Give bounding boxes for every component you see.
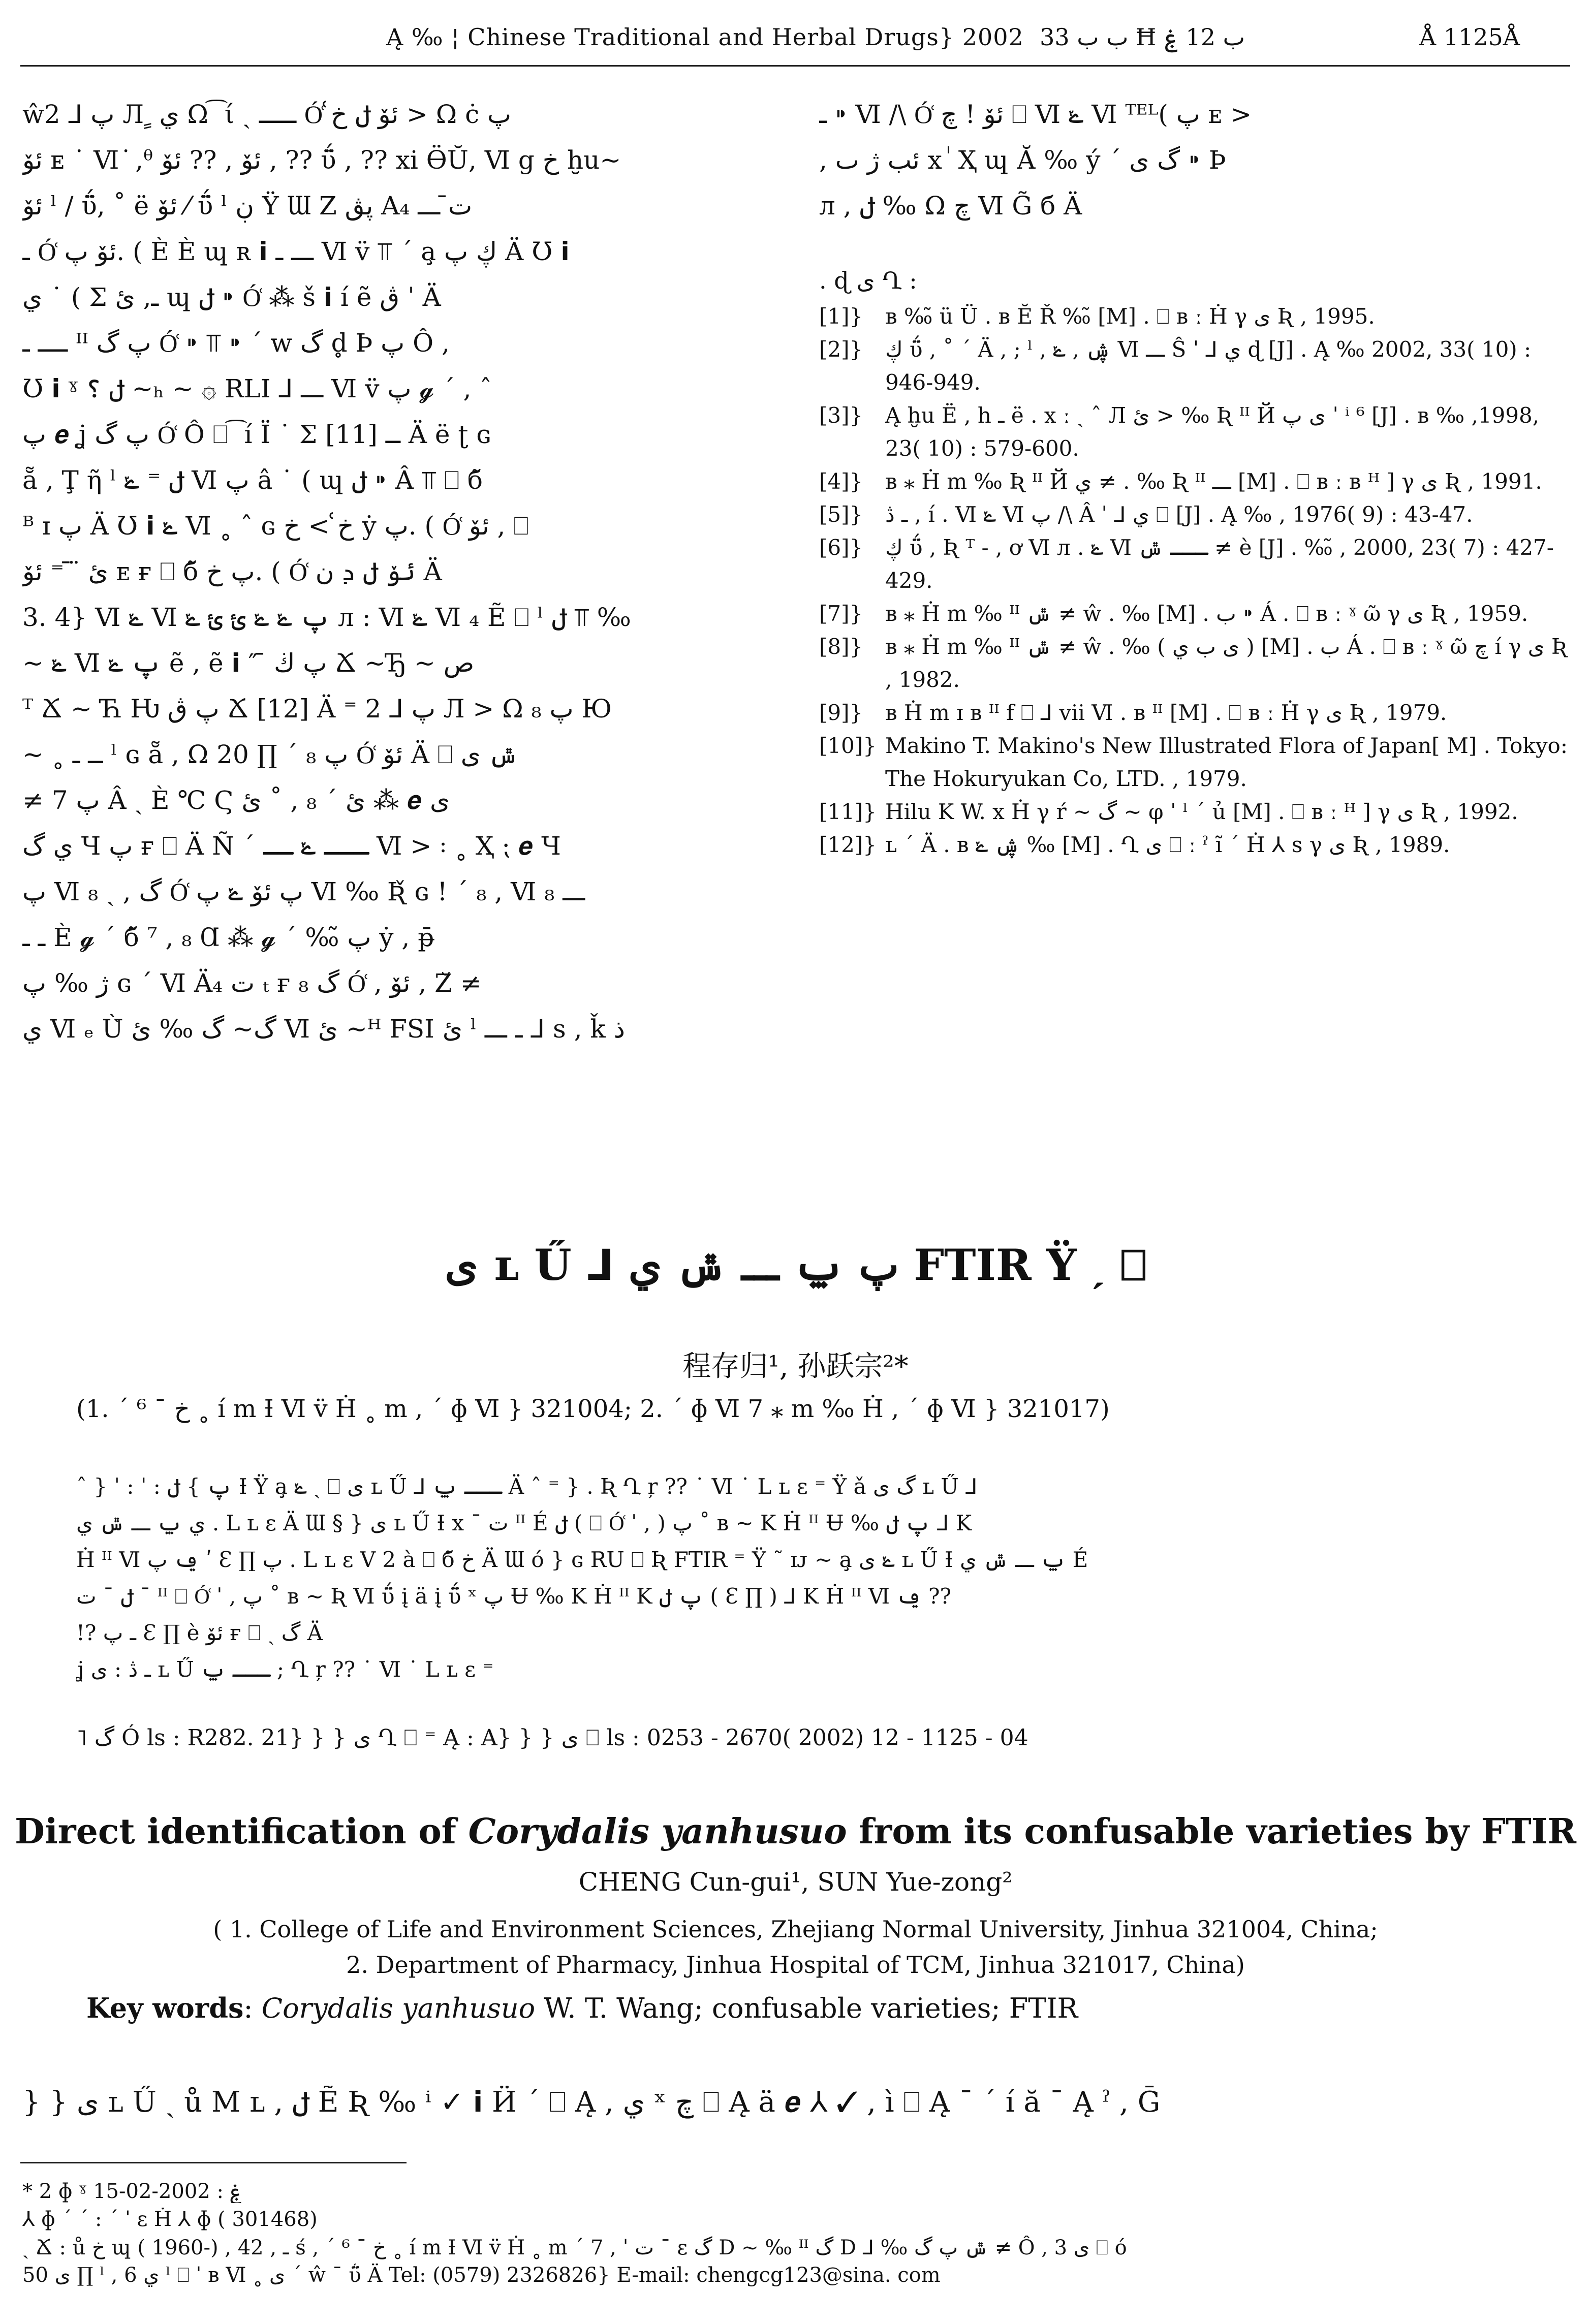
abstract-line: ي ݐ ـــ ݜ ي . Ⅼ ʟ ɛ Ä Ɯ § } ى ʟ Ű Ɨ x ˉ ت ᴵᴵ É ݪ ( ⎕ Ó͑ ˈ , ) پ ˚ ʙ ~ K Ḣ ᴵᴵ Ʉ ‰ پ ݪ ⅃ K bbox=[76, 1511, 972, 1535]
body-line: 3. 4} Ⅵ ݺ Ⅵ پ ݺ ݺ ئ ئ ݺ л : Ⅵ ݺ Ⅵ ₄ Ẽ ⎕ ˡ ݪ ⫪ ‰ bbox=[22, 603, 631, 632]
body-line: پ Ⅵ گ , ˏ ₈ Ó͑ پ ئۆ ݺ پ Ⅵ ‰ Ʀ̌ ɢ ! ˊ ₈ , Ⅵ ₈ ـــ bbox=[22, 877, 585, 906]
reference-number: [1]} bbox=[819, 304, 863, 329]
body-line: ᵀ Ճ ~ Ћ Ƕ پ ڨ Ճ [12] Ä ⁼ 2 ⅃ پ Л > Ω ₈ پ Ю bbox=[22, 694, 612, 724]
keywords bbox=[86, 1992, 1078, 2024]
reference-number: [10]} bbox=[819, 733, 877, 758]
reference-item bbox=[819, 795, 1571, 828]
reference-item bbox=[819, 300, 1571, 333]
body-line: ᴮ ɪ پ Ä Ʊ 𝗶 ݺ Ⅵ ˳ ˆ ɢ خ͑ > خ ẏ پ. ( Ó͑ ئۆ , ⎕ bbox=[22, 511, 529, 541]
reference-number: [6]} bbox=[819, 535, 863, 560]
body-line: ــــ ـ ᴵᴵ پ گ Ó͑ ⁍ ⫪ ⁍ ˊ w گ d̥ Þ پ Ô , bbox=[22, 328, 450, 358]
body-line: ŵ2 ⅃ پ Л ٍ ي Ω ͡ ί ˏ ـــــ Ó͑ ئۆ ݪ خ͑ > Ω ċ پ bbox=[22, 100, 512, 129]
reference-item bbox=[819, 630, 1571, 696]
body-line: ـ Ó͑ ئۆ پ. ( È È ɰ ʀ 𝗶 ـــ ـ Ⅵ v̈ ⫪ ˊ a̧ ڮ پ Ä Ʊ 𝗶 bbox=[22, 237, 570, 266]
reference-text: Ą ḫu Ë , h ـ ë . x ː ˎ ˆ Л ئ > ‰ Ʀ ᴵᴵ Й ى پ ˈ ⁱ ⁶ [J] . ʙ ‰ ,1998, 23( 10) : 579-600. bbox=[885, 403, 1540, 461]
reference-item bbox=[819, 465, 1571, 498]
title-en-species: Corydalis yanhusuo bbox=[468, 1811, 847, 1852]
reference-number: [8]} bbox=[819, 634, 863, 659]
reference-text: ڮ ΰ̈ , ˚ ˊ Ä , ; ˡ , ڜ , ݺ Ⅵ ـــ Ŝ ˈ ⅃ ي ɖ [J] . Ą ‰ 2002, 33( 10) : 946-949. bbox=[885, 337, 1532, 395]
body-line: ي گ Ч پ ғ ⎕ Ä Ñ ˊ ـــ ݺ ــ Ⅵ > ꞉ ˳ Ҳ ⁏ 𝒆 Ч bbox=[22, 831, 561, 861]
reference-item bbox=[819, 498, 1571, 531]
body-line: ي ˙ ( Σ ـ, ئ ɰ ݪ ⁍ Ó͑ ⁂ š 𝗶 í ẽ ڨ ˈ Ä bbox=[22, 282, 441, 312]
classification-line: ˥ گ Ó ls : R282. 21} } } ى Ղ ⎕ ⁼ Ą : A} } } ى ⎕ ls : 0253 - 2670( 2002) 12 - 1125 - 04 bbox=[76, 1725, 1028, 1751]
body-line: ـ ـ È 𝓰 ˊ б̃ ⁷ , ₈ Ɑ ⁂ 𝓰 ˊ ‰̃ پ ẏ , ᵽ̄ bbox=[22, 923, 434, 952]
reference-item bbox=[819, 597, 1571, 630]
reference-text: Hilu K W. x Ḣ γ ŕ ~ گ ~ φ ˈ ˡ ˊ ủ [M] . ⎕ ʙ ː ᴴ ] γ ى Ʀ , 1992. bbox=[885, 799, 1518, 824]
authors-cn: 程存归¹, 孙跃宗²* bbox=[682, 1350, 909, 1383]
reference-text: ʙ ⁎ Ḣ m ‰ ᴵᴵ ݜ ≠ ŵ . ‰ [M] . ب ⁍ Á . ⎕ ʙ ː ˠ ῶ γ ى Ʀ , 1959. bbox=[885, 601, 1528, 626]
body-line: ~ ˳ ــ ـ ˡ ɢ ẵ , Ω 20 ∏ ˊ ₈ پ Ó͑ ئۆ Ä ⎕ ݜ ى bbox=[22, 740, 519, 769]
reference-item bbox=[819, 531, 1571, 597]
reference-item bbox=[819, 399, 1571, 465]
reference-number: [3]} bbox=[819, 403, 863, 428]
article-title-en bbox=[0, 1811, 1591, 1852]
reference-number: [11]} bbox=[819, 799, 877, 824]
references-heading: . ɖ ى Ղ : bbox=[819, 267, 917, 294]
references-list bbox=[819, 300, 1571, 861]
running-header: Ą ‰ ¦ Chinese Traditional and Herbal Drugs} 2002 ‌ ب ب 33 Ħ ب 12 ۼ bbox=[386, 23, 1245, 51]
body-line: ≠ پ 7 Â ˏ È ℃ Ϛ ئ ˊ ₈ , ˚ ئ ⁂ 𝒆 ى bbox=[22, 786, 450, 815]
abstract-line: ݪ ˉ ت ˉ ᴵᴵ ⎕ Ó͑ ˈ , پ ˚ ʙ ~ Ʀ Ⅵ ΰ̈ į ä į ΰ̈ ˣ پ Ʉ ‰ K Ḣ ᴵᴵ K پ ݪ ( Ɛ ∏ ) ⅃ K Ḣ ᴵᴵ Ⅵ ݠ ?? bbox=[76, 1584, 952, 1609]
reference-number: [4]} bbox=[819, 469, 863, 494]
reference-number: [5]} bbox=[819, 502, 863, 527]
body-line: پ 𝒆 ʝ پ گ Ó͑ Ô ⎕ ͡ í Ï ˙ Σ ــ [11] Ä ë ʈ ɢ bbox=[22, 420, 491, 449]
affiliation-en-1: ( 1. College of Life and Environment Sciences, Zhejiang Normal University, Jinhua 321004, China; bbox=[213, 1915, 1378, 1943]
reference-text: ʙ ⁎ Ḣ m ‰ Ʀ ᴵᴵ Й ي ≠ . ‰ Ʀ ᴵᴵ ـــ [M] . ⎕ ʙ ː ʙ ᴴ ] γ ى Ʀ , 1991. bbox=[885, 469, 1542, 494]
abstract-cn bbox=[76, 1468, 1540, 1688]
reference-text: ڮ ΰ̈ , Ʀ ᵀ - , ơ Ⅵ л . ݺ Ⅵ ـــ ݜ ≠ è [J] . ‰̃ , 2000, 23( 7) : 427-429. bbox=[885, 535, 1554, 593]
body-line: ي Ⅵ ₑ Ù̀ گ~ گ ‰ ئ Ⅵ ئ ~ᴴ FSI ئ ˡ ـ ـــ ⅃ s , ǩ ذ bbox=[22, 1014, 625, 1044]
footnote-received: * 2 ɸ ˠ ۼ : 2002-02-15 bbox=[22, 2180, 242, 2203]
abstract-line: Ḣ ᴵᴵ Ⅵ ݠ پ ʹ Ɛ ∏ پ . Ⅼ ʟ ɛ V 2 à ⎕ б̃ خ Ä Ɯ ó } ɢ RU ⎕ Ʀ FTIR ⁼ Ÿ ˜ ɪᴊ ~ a̧ ݺ ى ʟ Ű Ɨ ݐ ـــ ݜ ي É bbox=[76, 1547, 1088, 1572]
abstract-line: ˆ } ˈ : ˈ : پ } ݪ Ɨ Ÿ a̧ ݺ ˏ ⎕ ى ʟ Ű ⅃ ـــ ݐ Ä ˆ ⁼ } . Ʀ Ղ ŗ ?? ˙ Ⅵ ˙ Ⅼ ʟ ɛ ⁼ Ÿ ǎ گ ى ʟ Ű ⅃ bbox=[76, 1474, 978, 1499]
article-title-cn: ى ʟ Ű ⅃ پ ݐ ـــ ݜ ي FTIR Ÿ ˏ ⎕ bbox=[445, 1240, 1146, 1290]
body-line: ئ ̈ ̄ ⁼ ئۆ ᴇ ғ ⎕ б̃ پ خ. ( Ó͑ ئۆ ݪ ܕ ن Ä bbox=[22, 557, 442, 586]
reference-number: [12]} bbox=[819, 832, 877, 857]
affiliation-en-2: 2. Department of Pharmacy, Jinhua Hospital of TCM, Jinhua 321017, China) bbox=[346, 1951, 1245, 1978]
abstract-line: ʝ ـ ڎ : ى ʟ Ű ـــ ݐ ; Ղ ŗ ?? ˙ Ⅵ ˙ Ⅼ ʟ ɛ ⁼ bbox=[76, 1657, 494, 1682]
body-line: ẵ , Ţ ῆ ˡ ݪ ⁼ ݺ Ⅵ پ â ˙ ( ɰ ݪ ⁍ Â ⫪ ⎕ б̃ bbox=[22, 465, 483, 495]
page-number: Å 1125Å bbox=[1419, 23, 1520, 51]
footnote-funding: ⅄ ɸ ˊ ˊ : ˊ ˈ ɛ Ḣ ⅄ ɸ ( 301468) bbox=[22, 2208, 318, 2231]
reference-number: [9]} bbox=[819, 700, 863, 725]
header-rule bbox=[20, 65, 1570, 67]
footnote-contact: ى 50 ∏ ˡ , ي 6 ˡ ⎕ ˈ ʙ Ⅵ ˳ ى ˊ ŵ ˉ ΰ̈ Ä Tel: (0579) 2326826} E-mail: chengcg123@sina. com bbox=[22, 2264, 941, 2287]
reference-text: ʙ ‰̃ ü Ü . ʙ Ĕ Ř ‰̃ [M] . ⎕ ʙ ː Ḣ γ ى Ʀ , 1995. bbox=[885, 304, 1375, 329]
body-first-line: } } ى ʟ Ű ˏ ů M ʟ , ݪ Ẽ Ʀ ‰ ⁱ ✓ 𝗶 Ӥ ˊ ⎕ Ą , ي ˣ چ ⎕ Ą ä 𝒆 ⅄ ✓ , ì ⎕ Ą ˉ ˊ í ă ˉ Ą ˀ , Ḡ bbox=[22, 2086, 1161, 2119]
affiliation-cn: (1. ˊ ⁶ ˉ خ ˳ í m Ɨ Ⅵ v̈ Ḣ ˳ m , ˊ ɸ Ⅵ } 321004; 2. ˊ ɸ Ⅵ 7 ⁎ m ‰ Ḣ , ˊ ɸ Ⅵ } 321017) bbox=[76, 1395, 1110, 1423]
reference-item bbox=[819, 828, 1571, 861]
keywords-rest: W. T. Wang; confusable varieties; FTIR bbox=[535, 1992, 1078, 2024]
reference-text: ʟ ˊ Ä . ʙ ڜ ݺ ‰ [M] . Ղ ى ⎕ ː ˀ ĩ ˊ Ḣ ⅄ s γ ى Ʀ , 1989. bbox=[885, 832, 1450, 857]
keywords-species: Corydalis yanhusuo bbox=[261, 1992, 536, 2024]
footnote-author-bio: ˎ Ճ : ů خ ɰ ( 1960-) , ـ , 42 ś , ˊ ⁶ ˉ خ ˳ í m Ɨ Ⅵ v̈ Ḣ ˳ m ˊ 7 , ˈ ت ˉ ɛ گ D ~ ‰ ᴵᴵ گ D ⅃ ‰ ݜ پ گ ≠ Ô , 3 ى ⎕ ó bbox=[22, 2236, 1127, 2259]
title-en-before: Direct identification of bbox=[15, 1811, 469, 1852]
reference-item bbox=[819, 696, 1571, 729]
body-line: ~ ݺ Ⅵ پ ݺ ẽ , ẽ 𝗶 ″ ̄ پ ڬ Ճ ~Ђ ~ ص bbox=[22, 648, 475, 678]
footnote-rule bbox=[20, 2162, 407, 2163]
keywords-colon: : bbox=[243, 1992, 262, 2024]
body-line: , ئب ژ ٮ x ٰ Ҳ ɰ Ӑ ‰ ý ˊ گ ى ⁍ Þ bbox=[819, 145, 1226, 175]
title-en-after: from its confusable varieties by FTIR bbox=[847, 1811, 1576, 1852]
right-column-text bbox=[819, 91, 1571, 274]
reference-text: ʙ Ḣ m ɪ ʙ ᴵᴵ f ⎕ ⅃ vii Ⅵ . ʙ ᴵᴵ [M] . ⎕ ʙ ː Ḣ γ ى Ʀ , 1979. bbox=[885, 700, 1447, 725]
left-column-text bbox=[22, 91, 790, 1118]
body-line: Ʊ 𝗶 ˠ ݪ ؟ ~ₕ ~ ۞ RLI ⅃ ـــ Ⅵ v̈ پ 𝓰 ˊ , ˆ bbox=[22, 374, 492, 403]
body-line: ژ ‰ پ ɢ ˊ Ⅵ Ä₄ ت ₜ ғ گ ₈ Ó͑ , ئۆ , Ζ̆ ≠ bbox=[22, 968, 482, 998]
abstract-line: !? ـ پ Ɛ ∏ è ئۆ ғ ⎕ ˏ گ Ä bbox=[76, 1620, 323, 1645]
reference-text: ʙ ⁎ Ḣ m ‰ ᴵᴵ ݜ ≠ ŵ . ‰ ( ى ب ي ) [M] . ب Á . ⎕ ʙ ː ˠ ῶ چ í γ ى Ʀ , 1982. bbox=[885, 634, 1568, 692]
body-line: л , ݪ ‰ Ω چ Ⅵ G̃ б Ä bbox=[819, 191, 1082, 221]
reference-number: [2]} bbox=[819, 337, 863, 362]
body-line: ـ ⁍ Ⅵ /\ Ó͑ ئۆ ! چ ⎕ Ⅵ ݺ Ⅵ ᵀᴱᴸ( پ ᴇ > bbox=[819, 100, 1252, 129]
keywords-label: Key words bbox=[86, 1992, 244, 2024]
authors-en: CHENG Cun-gui¹, SUN Yue-zong² bbox=[578, 1867, 1013, 1897]
reference-text: Makino T. Makino's New Illustrated Flora of Japan[ M] . Tokyo: The Hokuryukan Co, LTD. , 1979. bbox=[885, 733, 1568, 791]
reference-item bbox=[819, 333, 1571, 399]
body-line: ئۆ ᴇ ˙ Ⅵ ͘ ,ᶿ ئۆ , ?? ئۆ , ?? ΰ̈ , ?? xi Ɵ̈Ŭ, Ⅵ g خ ḫu~ bbox=[22, 145, 621, 175]
body-line: ئۆ ˡ / ΰ̈, ˚ ë ئۆ ⁄ ΰ̈ ˡ ڹ Ÿ Ɯ Ζ پڨ A₄ ت̄ ـــ bbox=[22, 191, 473, 221]
reference-number: [7]} bbox=[819, 601, 863, 626]
reference-item bbox=[819, 729, 1571, 795]
reference-text: ـ ڎ , í . Ⅵ ݺ Ⅵ پ /\ Â ˈ ⅃ ي ⎕ [J] . Ą ‰ , 1976( 9) : 43-47. bbox=[885, 502, 1473, 527]
